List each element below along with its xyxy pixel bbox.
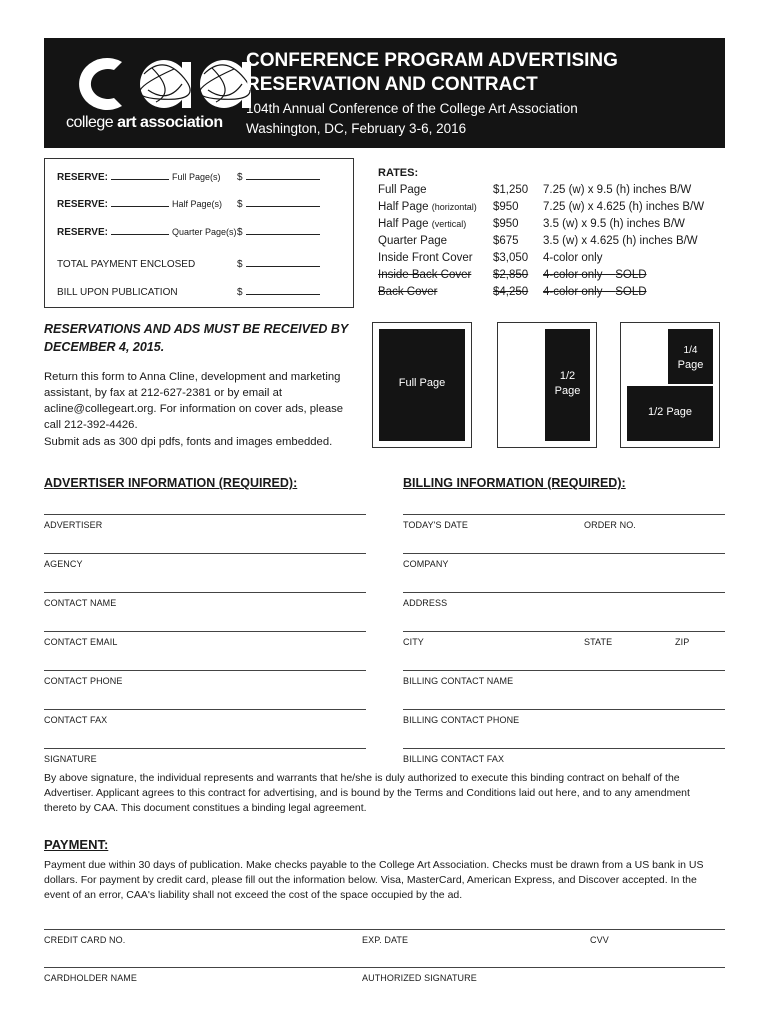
form-title-line-2: RESERVATION AND CONTRACT bbox=[246, 74, 538, 95]
quarter-and-half-horizontal-diagram bbox=[620, 322, 720, 448]
rate-price: $675 bbox=[493, 235, 519, 247]
bill-upon-publication-field[interactable]: $ bbox=[237, 287, 320, 298]
todays-date-label: TODAY'S DATE bbox=[403, 520, 468, 530]
half-page-quantity-field[interactable] bbox=[111, 206, 169, 207]
full-page-diagram-label: Full Page bbox=[398, 377, 446, 389]
half-page-amount-field[interactable]: $ bbox=[237, 199, 320, 210]
full-page-quantity-field[interactable] bbox=[111, 179, 169, 180]
billing-contact-phone-input-line[interactable] bbox=[403, 709, 725, 710]
rate-description: 4-color only SOLD bbox=[543, 286, 647, 298]
contact-email-input-line[interactable] bbox=[44, 631, 366, 632]
deadline-notice: RESERVATIONS AND ADS MUST BE RECEIVED BY DECEMBER 4, 2015. bbox=[44, 322, 348, 354]
payment-section-title: PAYMENT: bbox=[44, 837, 109, 852]
quarter-page-amount-field[interactable]: $ bbox=[237, 227, 320, 238]
conference-date: Washington, DC, February 3-6, 2016 bbox=[246, 121, 467, 136]
billing-contact-fax-label: BILLING CONTACT FAX bbox=[403, 754, 505, 764]
reserve-label: RESERVE: bbox=[57, 227, 108, 238]
contact-name-input-line[interactable] bbox=[44, 592, 366, 593]
rates-title: RATES: bbox=[378, 167, 419, 179]
contact-phone-input-line[interactable] bbox=[44, 670, 366, 671]
contact-name-label: CONTACT NAME bbox=[44, 598, 117, 608]
full-page-amount-field[interactable]: $ bbox=[237, 172, 320, 183]
address-input-line[interactable] bbox=[403, 592, 725, 593]
quarter-page-fill bbox=[668, 329, 713, 384]
quarter-fraction: 1/4 bbox=[683, 345, 698, 356]
rate-price: $950 bbox=[493, 218, 519, 230]
reserve-label: RESERVE: bbox=[57, 199, 108, 210]
credit-card-no-label: CREDIT CARD NO. bbox=[44, 935, 126, 945]
rate-description: 3.5 (w) x 9.5 (h) inches B/W bbox=[543, 218, 685, 230]
agency-label: AGENCY bbox=[44, 559, 83, 569]
half-page-unit: Half Page(s) bbox=[171, 199, 222, 209]
full-page-fill bbox=[379, 329, 465, 441]
contact-email-label: CONTACT EMAIL bbox=[44, 637, 118, 647]
rate-description: 7.25 (w) x 9.5 (h) inches B/W bbox=[543, 184, 692, 196]
company-input-line[interactable] bbox=[403, 553, 725, 554]
advertiser-input-line[interactable] bbox=[44, 514, 366, 515]
agency-input-line[interactable] bbox=[44, 553, 366, 554]
half-page-vertical-diagram bbox=[497, 322, 597, 448]
full-page-unit: Full Page(s) bbox=[171, 172, 221, 182]
signature-label: SIGNATURE bbox=[44, 754, 97, 764]
half-vertical-page: Page bbox=[554, 385, 581, 397]
cardholder-name-label: CARDHOLDER NAME bbox=[44, 973, 138, 983]
rate-description: 4-color only bbox=[543, 252, 603, 264]
rate-description: 4-color only SOLD bbox=[543, 269, 647, 281]
reserve-half-row bbox=[57, 199, 222, 213]
advertiser-label: ADVERTISER bbox=[44, 520, 103, 530]
rate-description: 7.25 (w) x 4.625 (h) inches B/W bbox=[543, 201, 705, 213]
contact-phone-label: CONTACT PHONE bbox=[44, 676, 123, 686]
address-label: ADDRESS bbox=[403, 598, 448, 608]
reserve-quarter-row bbox=[57, 227, 236, 241]
submission-instructions: Return this form to Anna Cline, development and marketing assistant, by fax at 212-627-2381 or by email at acline@collegeart.org. For information on cover ads, please call 212-392-4426. bbox=[44, 371, 344, 431]
city-label: CITY bbox=[403, 637, 424, 647]
cvv-label: CVV bbox=[590, 935, 609, 945]
sold-label: SOLD bbox=[615, 286, 647, 298]
zip-label: ZIP bbox=[675, 637, 690, 647]
todays-date-input-line[interactable] bbox=[403, 514, 725, 515]
full-page-diagram bbox=[372, 322, 472, 448]
billing-contact-fax-input-line[interactable] bbox=[403, 748, 725, 749]
exp-date-label: EXP. DATE bbox=[362, 935, 409, 945]
billing-contact-phone-label: BILLING CONTACT PHONE bbox=[403, 715, 520, 725]
total-payment-field[interactable]: $ bbox=[237, 259, 320, 270]
rate-name: Quarter Page bbox=[378, 235, 448, 247]
quarter-page-unit: Quarter Page(s) bbox=[171, 227, 237, 237]
cardholder-input-line[interactable] bbox=[44, 967, 725, 968]
header-banner bbox=[44, 38, 725, 148]
contact-fax-input-line[interactable] bbox=[44, 709, 366, 710]
rate-name: Back Cover bbox=[378, 286, 438, 298]
rate-name: Inside Back Cover bbox=[378, 269, 472, 281]
rate-price: $2,850 bbox=[493, 269, 529, 281]
half-page-horizontal-label: 1/2 Page bbox=[647, 406, 693, 418]
billing-contact-name-label: BILLING CONTACT NAME bbox=[403, 676, 514, 686]
rate-description: 3.5 (w) x 4.625 (h) inches B/W bbox=[543, 235, 698, 247]
rate-name: Full Page bbox=[378, 184, 427, 196]
file-format-note: Submit ads as 300 dpi pdfs, fonts and images embedded. bbox=[44, 436, 333, 448]
legal-statement: By above signature, the individual represents and warrants that he/she is duly authorized to execute this binding contract on behalf of the Advertiser. Applicant agrees to this contract for advertising, and is bound by the Terms and Conditions laid out here, and to any amendment thereto by CAA. This document constitues a binding legal agreement. bbox=[44, 772, 690, 814]
rate-price: $3,050 bbox=[493, 252, 529, 264]
rate-price: $1,250 bbox=[493, 184, 529, 196]
quarter-page: Page bbox=[677, 359, 704, 371]
bill-upon-publication-label: BILL UPON PUBLICATION bbox=[57, 287, 178, 298]
billing-contact-name-input-line[interactable] bbox=[403, 670, 725, 671]
credit-card-input-line[interactable] bbox=[44, 929, 725, 930]
reserve-label: RESERVE: bbox=[57, 172, 108, 183]
advertiser-section-title: ADVERTISER INFORMATION (REQUIRED): bbox=[44, 476, 298, 490]
rate-price: $4,250 bbox=[493, 286, 529, 298]
form-title-line-1: CONFERENCE PROGRAM ADVERTISING bbox=[246, 50, 618, 71]
conference-name: 104th Annual Conference of the College Art Association bbox=[246, 101, 578, 116]
contact-fax-label: CONTACT FAX bbox=[44, 715, 108, 725]
city-state-zip-input-line[interactable] bbox=[403, 631, 725, 632]
quarter-page-label bbox=[668, 343, 713, 373]
rate-name: Half Page (horizontal) bbox=[378, 201, 477, 213]
quarter-page-quantity-field[interactable] bbox=[111, 234, 169, 235]
order-no-label: ORDER NO. bbox=[584, 520, 636, 530]
half-page-vertical-fill bbox=[545, 329, 590, 441]
rate-price: $950 bbox=[493, 201, 519, 213]
sold-label: SOLD bbox=[615, 269, 647, 281]
half-page-horizontal-fill bbox=[627, 386, 713, 441]
logo-wordmark: college art association bbox=[66, 114, 223, 131]
half-vertical-fraction: 1/2 bbox=[559, 370, 576, 382]
rate-name: Inside Front Cover bbox=[378, 252, 473, 264]
state-label: STATE bbox=[584, 637, 613, 647]
authorized-signature-label: AUTHORIZED SIGNATURE bbox=[362, 973, 477, 983]
signature-input-line[interactable] bbox=[44, 748, 366, 749]
rate-name: Half Page (vertical) bbox=[378, 218, 467, 230]
total-payment-label: TOTAL PAYMENT ENCLOSED bbox=[57, 259, 196, 270]
billing-section-title: BILLING INFORMATION (REQUIRED): bbox=[403, 476, 626, 490]
payment-terms: Payment due within 30 days of publication. Make checks payable to the College Art Association. Checks must be drawn from a US bank in US dollars. For payment by credit card, please fill out the information below. Visa, MasterCard, American Express, and Discover accepted. In the event of an error, CAA's liability shall not exceed the cost of the space occupied by the ad. bbox=[44, 859, 704, 901]
reserve-full-row bbox=[57, 172, 220, 186]
half-page-vertical-label bbox=[545, 369, 590, 399]
company-label: COMPANY bbox=[403, 559, 449, 569]
